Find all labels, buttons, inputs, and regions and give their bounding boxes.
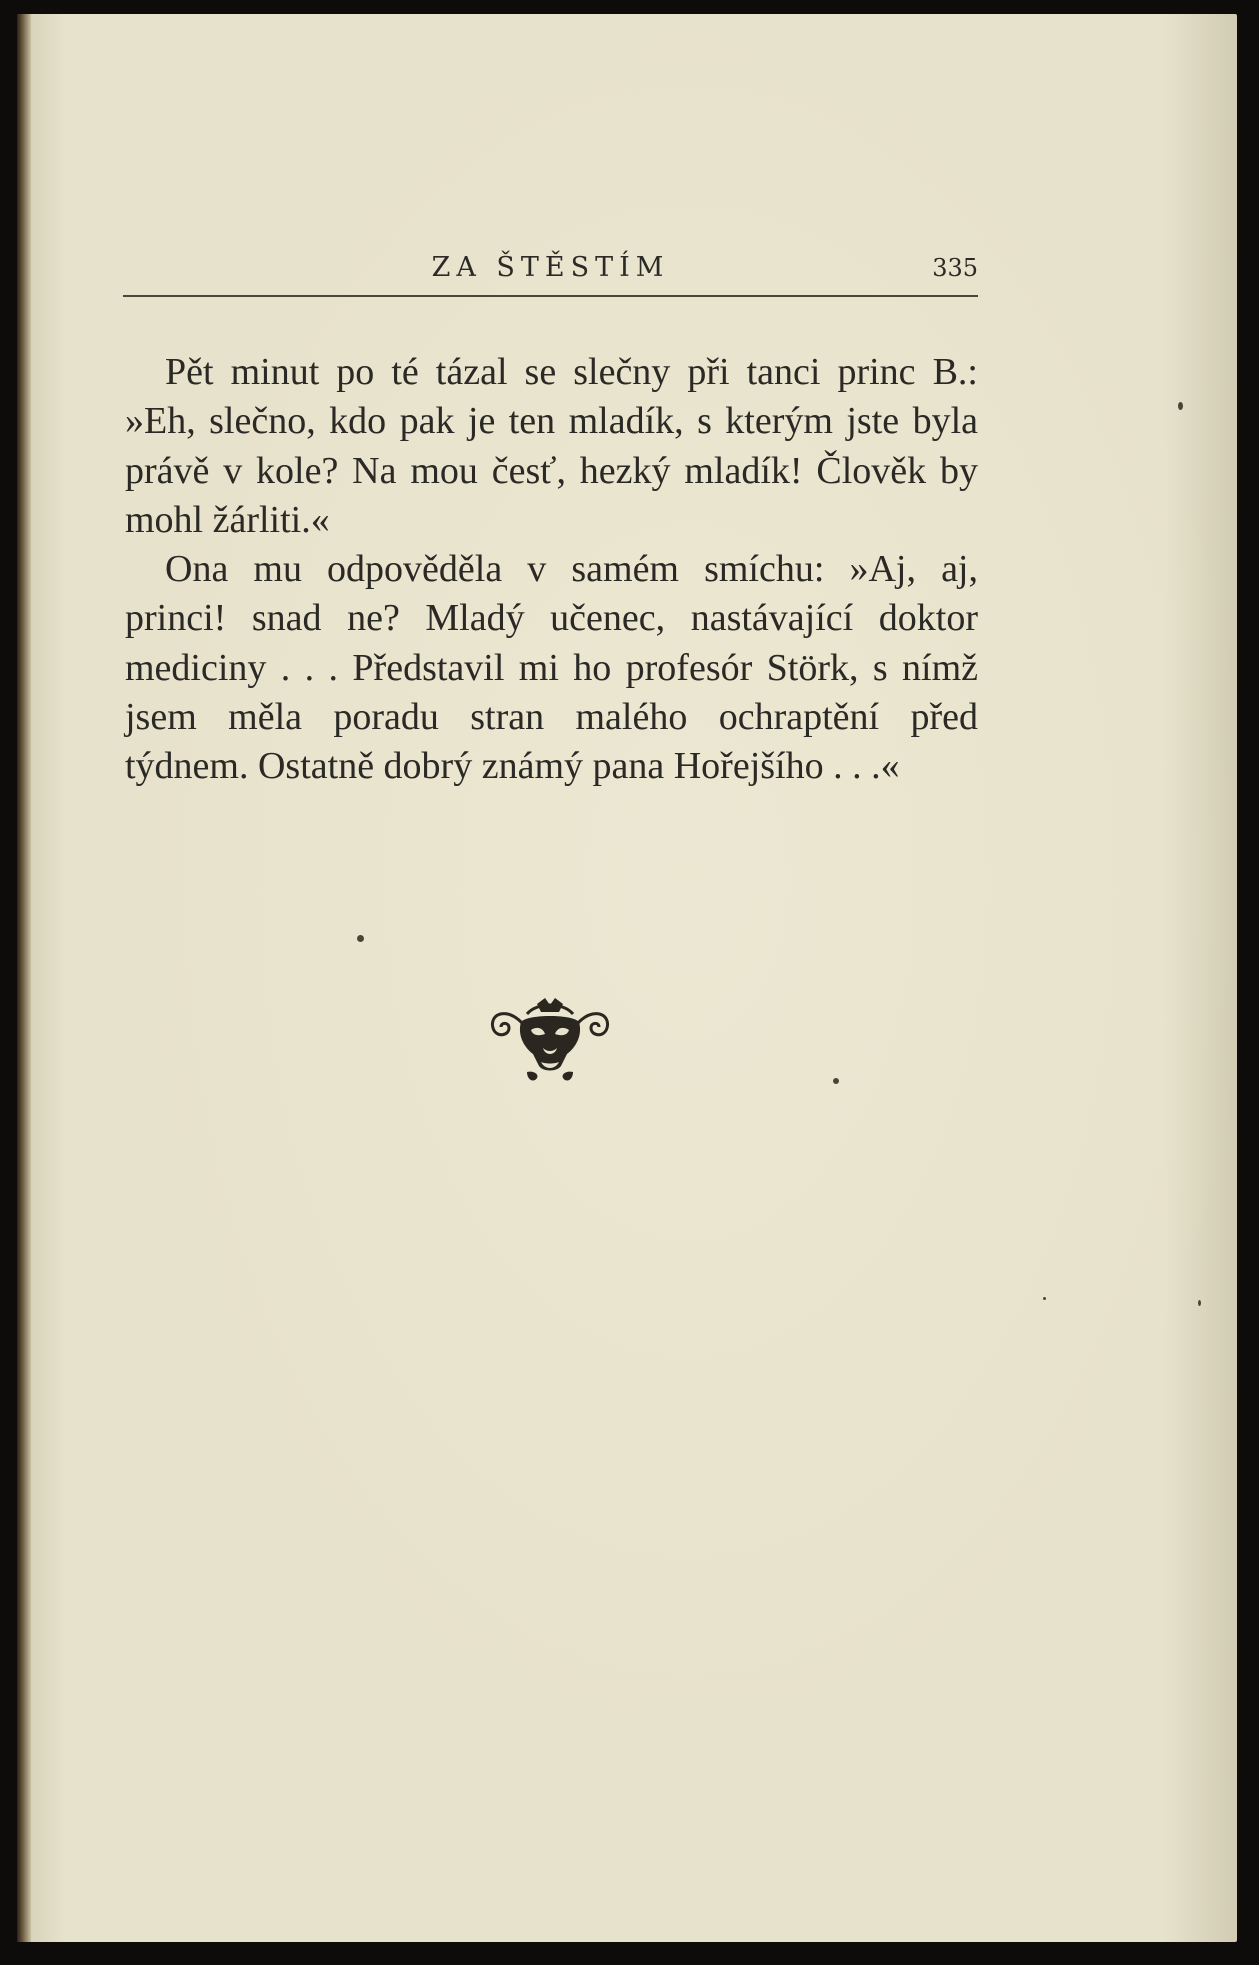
paragraph-2: Ona mu odpověděla v samém smíchu: »Aj, aj, princi! snad ne? Mladý učenec, nastávající doktor mediciny . . . Představil mi ho profesór Störk, s nímž jsem měla poradu stran malého ochraptění před týdnem. Ostatně dobrý známý pana Hořejšího . . .« xyxy=(125,548,978,788)
running-title: ZA ŠTĚSTÍM xyxy=(431,252,670,283)
paragraph-1: Pět minut po té tázal se slečny při tanci princ B.: »Eh, slečno, kdo pak je ten mladík, s kterým jste byla právě v kole? Na mou česť, hezký mladík! Člověk by mohl žárliti.« xyxy=(125,351,978,541)
running-head xyxy=(123,252,978,294)
paper-speck xyxy=(1043,1297,1046,1300)
paper-speck xyxy=(1198,1300,1201,1306)
paper-speck xyxy=(357,935,364,942)
body-text xyxy=(125,348,978,792)
paper-speck xyxy=(833,1078,839,1084)
page-number: 335 xyxy=(932,254,978,282)
paper-speck xyxy=(1178,402,1183,410)
page-gutter xyxy=(17,14,31,1942)
header-rule xyxy=(123,295,978,297)
book-page xyxy=(17,14,1237,1942)
ram-head-ornament-icon xyxy=(487,996,613,1086)
